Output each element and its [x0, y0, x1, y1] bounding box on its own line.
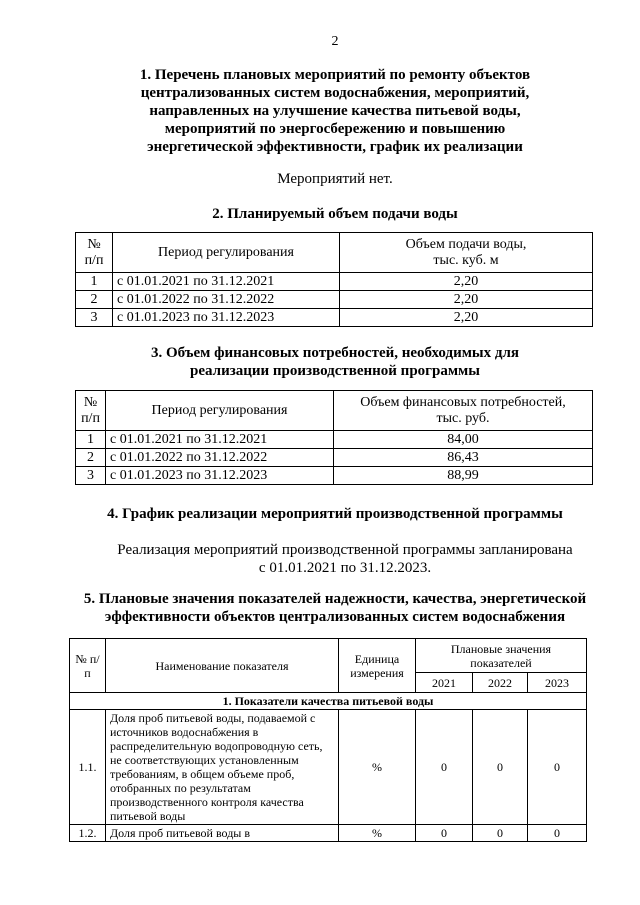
section5-heading — [0, 590, 640, 626]
col-value-header — [334, 391, 593, 431]
row-unit: % — [339, 710, 416, 825]
table-row — [76, 309, 593, 327]
section2-heading: 2. Планируемый объем подачи воды — [212, 206, 458, 222]
col-name-header: Наименование показателя — [106, 639, 339, 693]
row-value-2021: 0 — [416, 710, 473, 825]
row-period: с 01.01.2021 по 31.12.2021 — [113, 273, 340, 291]
row-value-2023: 0 — [528, 825, 587, 842]
section1-heading — [0, 66, 640, 156]
row-value: 2,20 — [340, 291, 593, 309]
table-row — [76, 467, 593, 485]
row-value-2021: 0 — [416, 825, 473, 842]
table-row — [76, 431, 593, 449]
row-num: 1.1. — [70, 710, 106, 825]
row-period: с 01.01.2023 по 31.12.2023 — [106, 467, 334, 485]
table-group-row — [70, 693, 587, 710]
section4-text — [100, 541, 590, 577]
row-num: 2 — [76, 291, 113, 309]
col-period-header: Период регулирования — [106, 391, 334, 431]
section1-heading-line: энергетической эффективности, график их реализации — [147, 139, 523, 155]
table-row — [70, 710, 587, 825]
row-num: 1 — [76, 273, 113, 291]
col-num-header: № п/п — [70, 639, 106, 693]
page-number: 2 — [331, 34, 339, 49]
row-name: Доля проб питьевой воды в — [106, 825, 339, 842]
row-num: 1 — [76, 431, 106, 449]
section3-heading-line: 3. Объем финансовых потребностей, необходимых для — [150, 345, 520, 361]
row-name: Доля проб питьевой воды, подаваемой с источников водоснабжения в распределительную водопроводную сеть, не соответствующих установленным требованиям, в общем объеме проб, отобранных по результатам производственного контроля качества питьевой воды — [106, 710, 339, 825]
row-value-2023: 0 — [528, 710, 587, 825]
col-value-header — [340, 233, 593, 273]
row-period: с 01.01.2022 по 31.12.2022 — [113, 291, 340, 309]
year-header-2021: 2021 — [416, 673, 473, 693]
section4-heading: 4. График реализации мероприятий производственной программы — [107, 506, 563, 522]
row-period: с 01.01.2023 по 31.12.2023 — [113, 309, 340, 327]
section1-heading-line: направленных на улучшение качества питьевой воды, — [149, 103, 521, 119]
section3-heading — [0, 344, 640, 380]
row-value-2022: 0 — [473, 825, 528, 842]
row-value: 2,20 — [340, 273, 593, 291]
col-value-header-line: Объем финансовых потребностей, — [360, 394, 566, 410]
section1-heading-line: мероприятий по энергосбережению и повышению — [164, 121, 506, 137]
row-value: 2,20 — [340, 309, 593, 327]
row-value-2022: 0 — [473, 710, 528, 825]
table-header-row — [76, 391, 593, 431]
table-row — [76, 273, 593, 291]
section5-heading-line: 5. Плановые значения показателей надежности, качества, энергетической — [83, 591, 587, 607]
row-value: 84,00 — [334, 431, 593, 449]
financial-needs-table — [75, 390, 593, 485]
row-value: 86,43 — [334, 449, 593, 467]
table-row — [76, 449, 593, 467]
row-period: с 01.01.2021 по 31.12.2021 — [106, 431, 334, 449]
section4-text-line: с 01.01.2021 по 31.12.2023. — [258, 560, 432, 576]
col-value-header-line: Объем подачи воды, — [405, 236, 527, 252]
table-row — [70, 825, 587, 842]
col-plan-header: Плановые значения показателей — [416, 639, 587, 673]
indicators-table — [69, 638, 587, 842]
section1-heading-line: централизованных систем водоснабжения, мероприятий, — [140, 85, 530, 101]
row-num: 2 — [76, 449, 106, 467]
col-num-header: № п/п — [76, 391, 106, 431]
row-period: с 01.01.2022 по 31.12.2022 — [106, 449, 334, 467]
water-supply-table — [75, 232, 593, 327]
section1-note: Мероприятий нет. — [277, 171, 393, 187]
col-value-header-line: тыс. руб. — [436, 410, 490, 426]
col-num-header: № п/п — [76, 233, 113, 273]
table-header-row — [76, 233, 593, 273]
row-unit: % — [339, 825, 416, 842]
year-header-2022: 2022 — [473, 673, 528, 693]
row-num: 1.2. — [70, 825, 106, 842]
col-period-header: Период регулирования — [113, 233, 340, 273]
group-title: 1. Показатели качества питьевой воды — [70, 693, 587, 710]
row-num: 3 — [76, 309, 113, 327]
section1-heading-line: 1. Перечень плановых мероприятий по ремонту объектов — [139, 67, 531, 83]
table-header-row — [70, 639, 587, 673]
section4-text-line: Реализация мероприятий производственной программы запланирована — [117, 542, 573, 558]
row-value: 88,99 — [334, 467, 593, 485]
row-num: 3 — [76, 467, 106, 485]
col-unit-header: Единица измерения — [339, 639, 416, 693]
table-row — [76, 291, 593, 309]
year-header-2023: 2023 — [528, 673, 587, 693]
section5-heading-line: эффективности объектов централизованных систем водоснабжения — [104, 609, 566, 625]
col-value-header-line: тыс. куб. м — [433, 252, 499, 268]
section3-heading-line: реализации производственной программы — [190, 363, 480, 379]
